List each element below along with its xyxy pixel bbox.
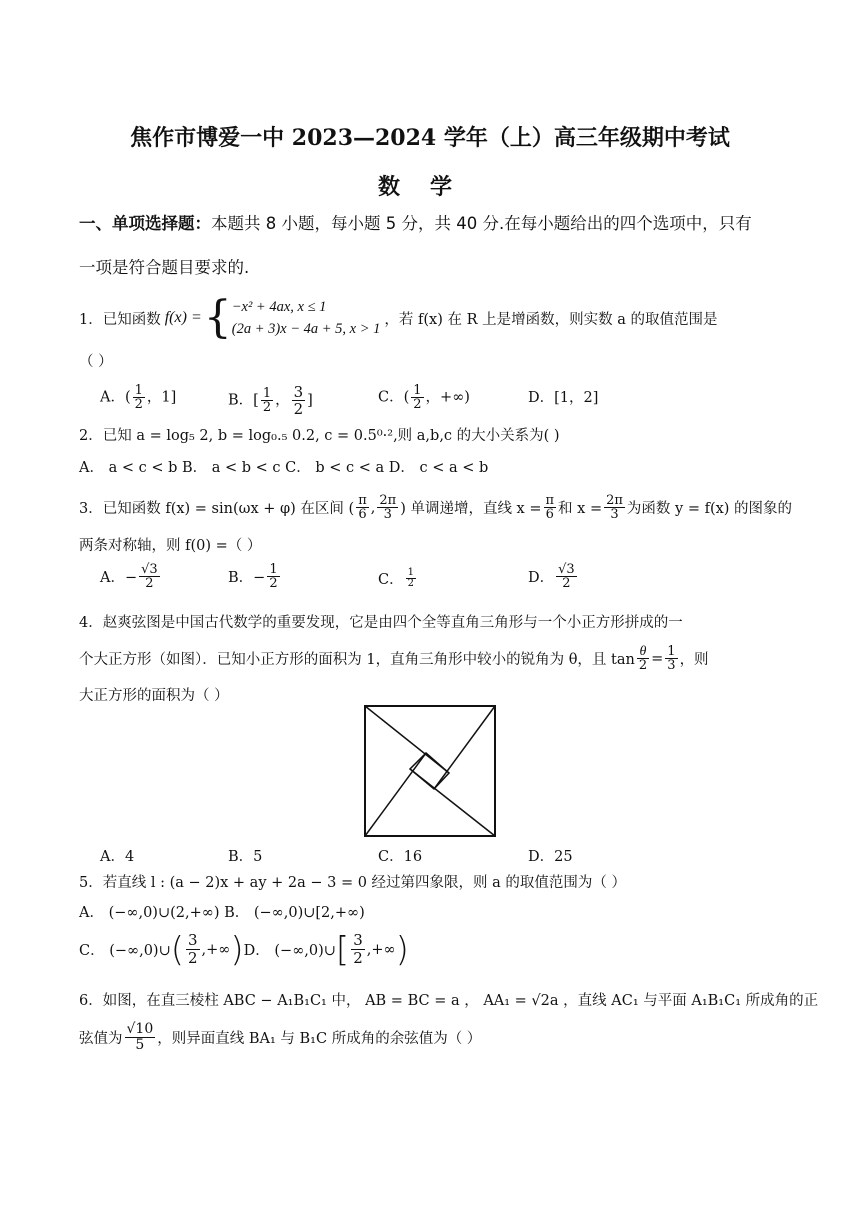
q3-line2: 两条对称轴，则 f(0) =（ ） bbox=[79, 538, 262, 554]
q3-line1c: 和 x = bbox=[558, 501, 603, 517]
q3-frac-2pi3 bbox=[377, 494, 398, 521]
q4-line2b: ，则 bbox=[679, 652, 709, 668]
q1-c-frac bbox=[411, 384, 423, 411]
q3-line1b: ) 单调递增，直线 x = bbox=[400, 501, 542, 517]
q5-options-cd bbox=[79, 929, 409, 970]
q1-b-tail: ] bbox=[307, 392, 313, 409]
q3-three: 3 bbox=[383, 507, 392, 522]
diagram-line-4 bbox=[365, 753, 426, 836]
q1-option-d: D．[1，2] bbox=[528, 390, 599, 406]
q5-c-label: C． (−∞,0)∪ bbox=[79, 943, 171, 959]
outer-square bbox=[365, 706, 495, 836]
q1-fx: f(x) = bbox=[164, 309, 202, 326]
q1-b-num1: 1 bbox=[262, 386, 272, 401]
q1-option-c bbox=[378, 384, 470, 411]
q4-option-b: B．5 bbox=[228, 849, 263, 865]
q1-a-label: A．( bbox=[100, 389, 131, 406]
section-text-line1: 本题共 8 小题，每小题 5 分，共 40 分.在每小题给出的四个选项中，只有 bbox=[211, 214, 752, 233]
q2-options: A． a < c < b B． a < b < c C． b < c < a D． c < a < b bbox=[79, 460, 489, 476]
question-6-line2 bbox=[79, 1022, 481, 1053]
question-6-line1: 6．如图，在直三棱柱 ABC − A₁B₁C₁ 中， AB = BC = a ， AA₁ = √2a ，直线 AC₁ 与平面 A₁B₁C₁ 所成角的正 bbox=[79, 993, 819, 1009]
diagram-line-2 bbox=[434, 706, 495, 789]
zhao-shuang-diagram bbox=[363, 704, 497, 838]
q5-c-den: 2 bbox=[188, 949, 198, 967]
question-4-line2 bbox=[79, 645, 709, 672]
question-2: 2．已知 a = log₅ 2, b = log₀.₅ 0.2, c = 0.5⁰·²,则 a,b,c 的大小关系为( ) bbox=[79, 428, 560, 444]
q5-d-frac bbox=[351, 932, 365, 967]
q5-d-label: D． (−∞,0)∪ bbox=[243, 943, 336, 959]
q5-c-lparen: ( bbox=[170, 929, 184, 970]
q5-d-rparen: ) bbox=[395, 929, 409, 970]
q1-suffix: ，若 f(x) 在 R 上是增函数，则实数 a 的取值范围是 bbox=[384, 311, 718, 328]
q5-d-lbracket: [ bbox=[335, 929, 350, 970]
q3-b-num: 1 bbox=[269, 562, 278, 577]
q1-paren: （ ） bbox=[79, 354, 113, 370]
q1-brace: { bbox=[203, 292, 232, 343]
q3-c-den: 2 bbox=[407, 578, 414, 589]
q1-b-num2: 3 bbox=[293, 383, 304, 401]
q1-b-frac1 bbox=[261, 387, 273, 414]
q3-x2-2pi: 2π bbox=[606, 493, 623, 508]
q3-x2-three: 3 bbox=[610, 507, 619, 522]
q6-den: 5 bbox=[135, 1037, 145, 1053]
q4-option-c: C．16 bbox=[378, 849, 423, 865]
q1-b-frac2 bbox=[292, 384, 306, 417]
q3-c-frac bbox=[406, 568, 416, 589]
q3-x1-six: 6 bbox=[545, 507, 554, 522]
q3-d-num: √3 bbox=[558, 562, 575, 577]
q5-c-rparen: ) bbox=[230, 929, 244, 970]
section-text-line2: 一项是符合题目要求的. bbox=[79, 258, 250, 277]
q3-line1a: 3．已知函数 f(x) = sin(ωx + φ) 在区间 ( bbox=[79, 501, 355, 517]
q4-theta: θ bbox=[637, 645, 649, 659]
q5-c-inf: ,+∞ bbox=[201, 941, 231, 958]
q1-case2: (2a + 3)x − 4a + 5, x > 1 bbox=[231, 321, 381, 337]
q1-c-label: C．( bbox=[378, 389, 410, 406]
q3-pi: π bbox=[358, 493, 367, 508]
q3-2pi: 2π bbox=[379, 493, 397, 508]
q1-b-den1: 2 bbox=[262, 400, 272, 415]
q1-a-frac bbox=[133, 384, 145, 411]
q1-option-b bbox=[228, 384, 313, 417]
q4-line2a: 个大正方形（如图）．已知小正方形的面积为 1，直角三角形中较小的锐角为 θ，且 tan bbox=[79, 652, 635, 668]
q1-prefix: 1．已知函数 bbox=[79, 311, 161, 328]
q3-b-frac bbox=[267, 563, 279, 590]
question-5: 5．若直线 l : (a − 2)x + ay + 2a − 3 = 0 经过第四象限，则 a 的取值范围为（ ） bbox=[79, 875, 627, 891]
question-1 bbox=[79, 292, 718, 343]
q4-frac-third bbox=[665, 645, 677, 672]
q1-b-mid: ， bbox=[275, 392, 290, 409]
q5-d-den: 2 bbox=[353, 949, 363, 967]
q3-option-a bbox=[100, 563, 162, 590]
q6-frac bbox=[125, 1022, 156, 1053]
q3-d-frac bbox=[556, 563, 577, 590]
q3-frac-x1 bbox=[544, 494, 557, 521]
q1-option-a bbox=[100, 384, 176, 411]
q3-a-num: √3 bbox=[141, 562, 158, 577]
q1-c-num: 1 bbox=[413, 383, 422, 398]
q1-a-tail: ，1] bbox=[146, 389, 177, 406]
q5-options-ab: A． (−∞,0)∪(2,+∞) B． (−∞,0)∪[2,+∞) bbox=[79, 905, 365, 921]
subject-title: 数学 bbox=[377, 174, 482, 200]
question-4-line3: 大正方形的面积为（ ） bbox=[79, 688, 229, 704]
q5-d-inf: ,+∞ bbox=[366, 941, 396, 958]
q3-b-label: B．− bbox=[228, 570, 266, 586]
q3-option-d bbox=[528, 563, 579, 590]
q5-d-num: 3 bbox=[353, 931, 363, 949]
q4-one: 1 bbox=[667, 644, 676, 659]
q4-two: 2 bbox=[638, 658, 648, 673]
q1-a-num: 1 bbox=[134, 383, 143, 398]
question-4-line1: 4．赵爽弦图是中国古代数学的重要发现，它是由四个全等直角三角形与一个小正方形拼成的一 bbox=[79, 615, 683, 631]
q4-option-d: D．25 bbox=[528, 849, 573, 865]
q3-a-label: A．− bbox=[100, 570, 138, 586]
q5-c-frac bbox=[186, 932, 200, 967]
q3-comma: , bbox=[370, 499, 376, 516]
q3-a-frac bbox=[139, 563, 160, 590]
q3-b-den: 2 bbox=[269, 576, 278, 591]
q1-c-den: 2 bbox=[413, 397, 422, 412]
question-3 bbox=[79, 494, 792, 521]
q3-c-num: 1 bbox=[407, 567, 414, 578]
q1-b-den2: 2 bbox=[293, 400, 304, 418]
q3-frac-pi6 bbox=[356, 494, 369, 521]
q3-d-label: D． bbox=[528, 570, 555, 586]
q5-c-num: 3 bbox=[188, 931, 198, 949]
q3-option-c bbox=[378, 568, 418, 589]
section-heading bbox=[79, 210, 752, 234]
q6-line2b: ，则异面直线 BA₁ 与 B₁C 所成角的余弦值为（ ） bbox=[157, 1031, 482, 1047]
q1-cases bbox=[232, 296, 381, 340]
q4-eq: = bbox=[651, 650, 664, 667]
exam-title: 焦作市博爱一中 2023—2024 学年（上）高三年级期中考试 bbox=[130, 125, 730, 151]
q3-line1d: 为函数 y = f(x) 的图象的 bbox=[626, 501, 793, 517]
q4-three: 3 bbox=[667, 658, 676, 673]
q1-case1: −x² + 4ax, x ≤ 1 bbox=[231, 299, 327, 315]
q3-c-label: C． bbox=[378, 572, 404, 588]
q1-b-label: B．[ bbox=[228, 392, 259, 409]
q3-a-den: 2 bbox=[145, 576, 154, 591]
q3-x1-pi: π bbox=[545, 493, 555, 508]
q3-frac-x2 bbox=[604, 494, 625, 521]
section-label: 一、单项选择题： bbox=[79, 214, 211, 233]
q6-line2a: 弦值为 bbox=[79, 1031, 123, 1047]
q3-d-den: 2 bbox=[562, 576, 571, 591]
q3-option-b bbox=[228, 563, 282, 590]
q3-six: 6 bbox=[358, 507, 367, 522]
q1-c-tail: ，+∞) bbox=[425, 389, 470, 406]
q4-frac-theta bbox=[637, 645, 649, 672]
q4-option-a: A．4 bbox=[100, 849, 135, 865]
q1-a-den: 2 bbox=[134, 397, 143, 412]
q6-num: √10 bbox=[126, 1021, 154, 1037]
